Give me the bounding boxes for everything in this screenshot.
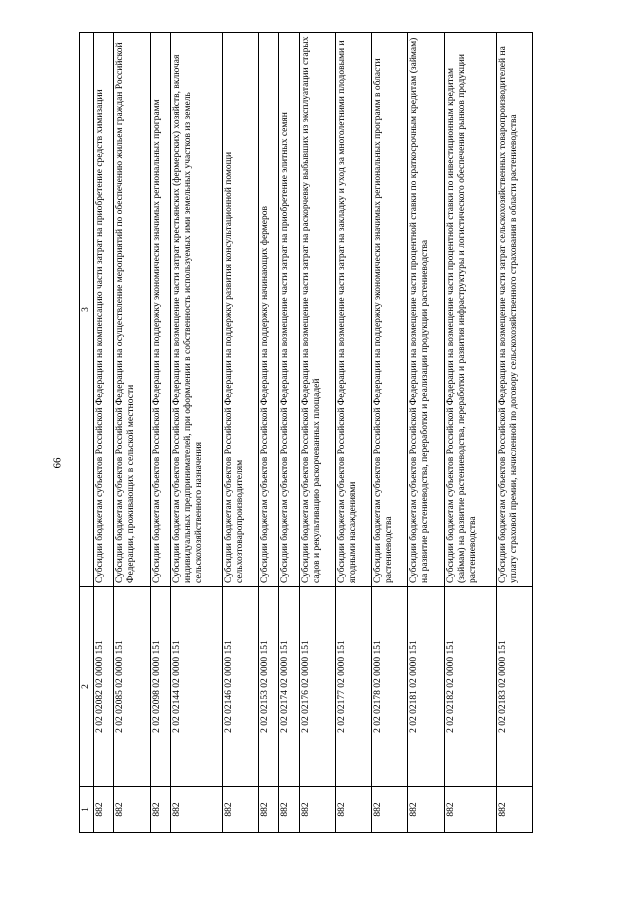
column-header-2: 2 [80, 587, 94, 787]
classification-code-cell: 2 02 02176 02 0000 151 [299, 587, 335, 787]
table-row [259, 33, 279, 833]
table-row [299, 33, 335, 833]
revenue-name-cell: Субсидии бюджетам субъектов Российской Федерации на возмещение части затрат крестьянских (фермерских) хозяйств, включая индивидуальных предпринимателей, при оформлении в собственность используемых ими земельных участков из земель сельскохозяйственного назначения [170, 33, 222, 587]
revenue-name-cell: Субсидии бюджетам субъектов Российской Федерации на возмещение части затрат сельскохозяйственных товаропроизводителей на уплату страховой премии, начисленной по договору сельскохозяйственного страхования в области растениеводства [496, 33, 532, 587]
admin-code-cell: 882 [372, 787, 408, 833]
admin-code-cell: 882 [114, 787, 150, 833]
classification-code-cell: 2 02 02178 02 0000 151 [372, 587, 408, 787]
admin-code-cell: 882 [279, 787, 299, 833]
revenue-name-cell: Субсидии бюджетам субъектов Российской Федерации на поддержку экономически значимых региональных программ в области растениеводства [372, 33, 408, 587]
revenue-name-cell: Субсидии бюджетам субъектов Российской Федерации на поддержку экономически значимых региональных программ [150, 33, 170, 587]
classification-code-cell: 2 02 02098 02 0000 151 [150, 587, 170, 787]
admin-code-cell: 882 [496, 787, 532, 833]
classification-code-cell: 2 02 02082 02 0000 151 [94, 587, 114, 787]
classification-code-cell: 2 02 02146 02 0000 151 [222, 587, 258, 787]
admin-code-cell: 882 [408, 787, 444, 833]
table-row [496, 33, 532, 833]
table-row [94, 33, 114, 833]
table-row [408, 33, 444, 833]
page-number: 66 [51, 457, 64, 469]
classification-code-cell: 2 02 02144 02 0000 151 [170, 587, 222, 787]
table-row [335, 33, 371, 833]
revenue-name-cell: Субсидии бюджетам субъектов Российской Федерации на осуществление мероприятий по обеспечению жильем граждан Российской Федерации, проживающих в сельской местности [114, 33, 150, 587]
classification-code-cell: 2 02 02153 02 0000 151 [259, 587, 279, 787]
table-row [170, 33, 222, 833]
revenue-name-cell: Субсидии бюджетам субъектов Российской Федерации на возмещение части процентной ставки по инвестиционным кредитам (займам) на развитие растениеводства, переработки и развития инфраструктуры и логистического обеспечения рынков продукции растениеводства [444, 33, 496, 587]
classification-code-cell: 2 02 02085 02 0000 151 [114, 587, 150, 787]
table-header-row [80, 33, 94, 833]
admin-code-cell: 882 [94, 787, 114, 833]
table-row [114, 33, 150, 833]
table-row [444, 33, 496, 833]
table-row [279, 33, 299, 833]
admin-code-cell: 882 [170, 787, 222, 833]
classification-code-cell: 2 02 02182 02 0000 151 [444, 587, 496, 787]
classification-code-cell: 2 02 02174 02 0000 151 [279, 587, 299, 787]
revenue-name-cell: Субсидии бюджетам субъектов Российской Федерации на возмещение части затрат на раскорчевку выбывших из эксплуатации старых садов и рекультивацию раскорчеванных площадей [299, 33, 335, 587]
classification-code-cell: 2 02 02181 02 0000 151 [408, 587, 444, 787]
revenue-name-cell: Субсидии бюджетам субъектов Российской Федерации на возмещение части процентной ставки по краткосрочным кредитам (займам) на развитие растениеводства, переработки и реализации продукции растениеводства [408, 33, 444, 587]
revenue-name-cell: Субсидии бюджетам субъектов Российской Федерации на поддержку развития консультационной помощи сельхозтоваропроизводителям [222, 33, 258, 587]
revenue-name-cell: Субсидии бюджетам субъектов Российской Федерации на компенсацию части затрат на приобретение средств химизации [94, 33, 114, 587]
admin-code-cell: 882 [335, 787, 371, 833]
table-body [94, 33, 533, 833]
table-row [150, 33, 170, 833]
admin-code-cell: 882 [150, 787, 170, 833]
rotated-table-container [79, 33, 533, 833]
table-row [222, 33, 258, 833]
classification-code-cell: 2 02 02183 02 0000 151 [496, 587, 532, 787]
budget-codes-table [79, 32, 533, 833]
admin-code-cell: 882 [444, 787, 496, 833]
admin-code-cell: 882 [259, 787, 279, 833]
column-header-1: 1 [80, 787, 94, 833]
table-row [372, 33, 408, 833]
classification-code-cell: 2 02 02177 02 0000 151 [335, 587, 371, 787]
admin-code-cell: 882 [222, 787, 258, 833]
revenue-name-cell: Субсидии бюджетам субъектов Российской Федерации на поддержку начинающих фермеров [259, 33, 279, 587]
revenue-name-cell: Субсидии бюджетам субъектов Российской Федерации на возмещение части затрат на приобретение элитных семян [279, 33, 299, 587]
admin-code-cell: 882 [299, 787, 335, 833]
column-header-3: 3 [80, 33, 94, 587]
revenue-name-cell: Субсидии бюджетам субъектов Российской Федерации на возмещение части затрат на закладку и уход за многолетними плодовыми и ягодными насаждениями [335, 33, 371, 587]
